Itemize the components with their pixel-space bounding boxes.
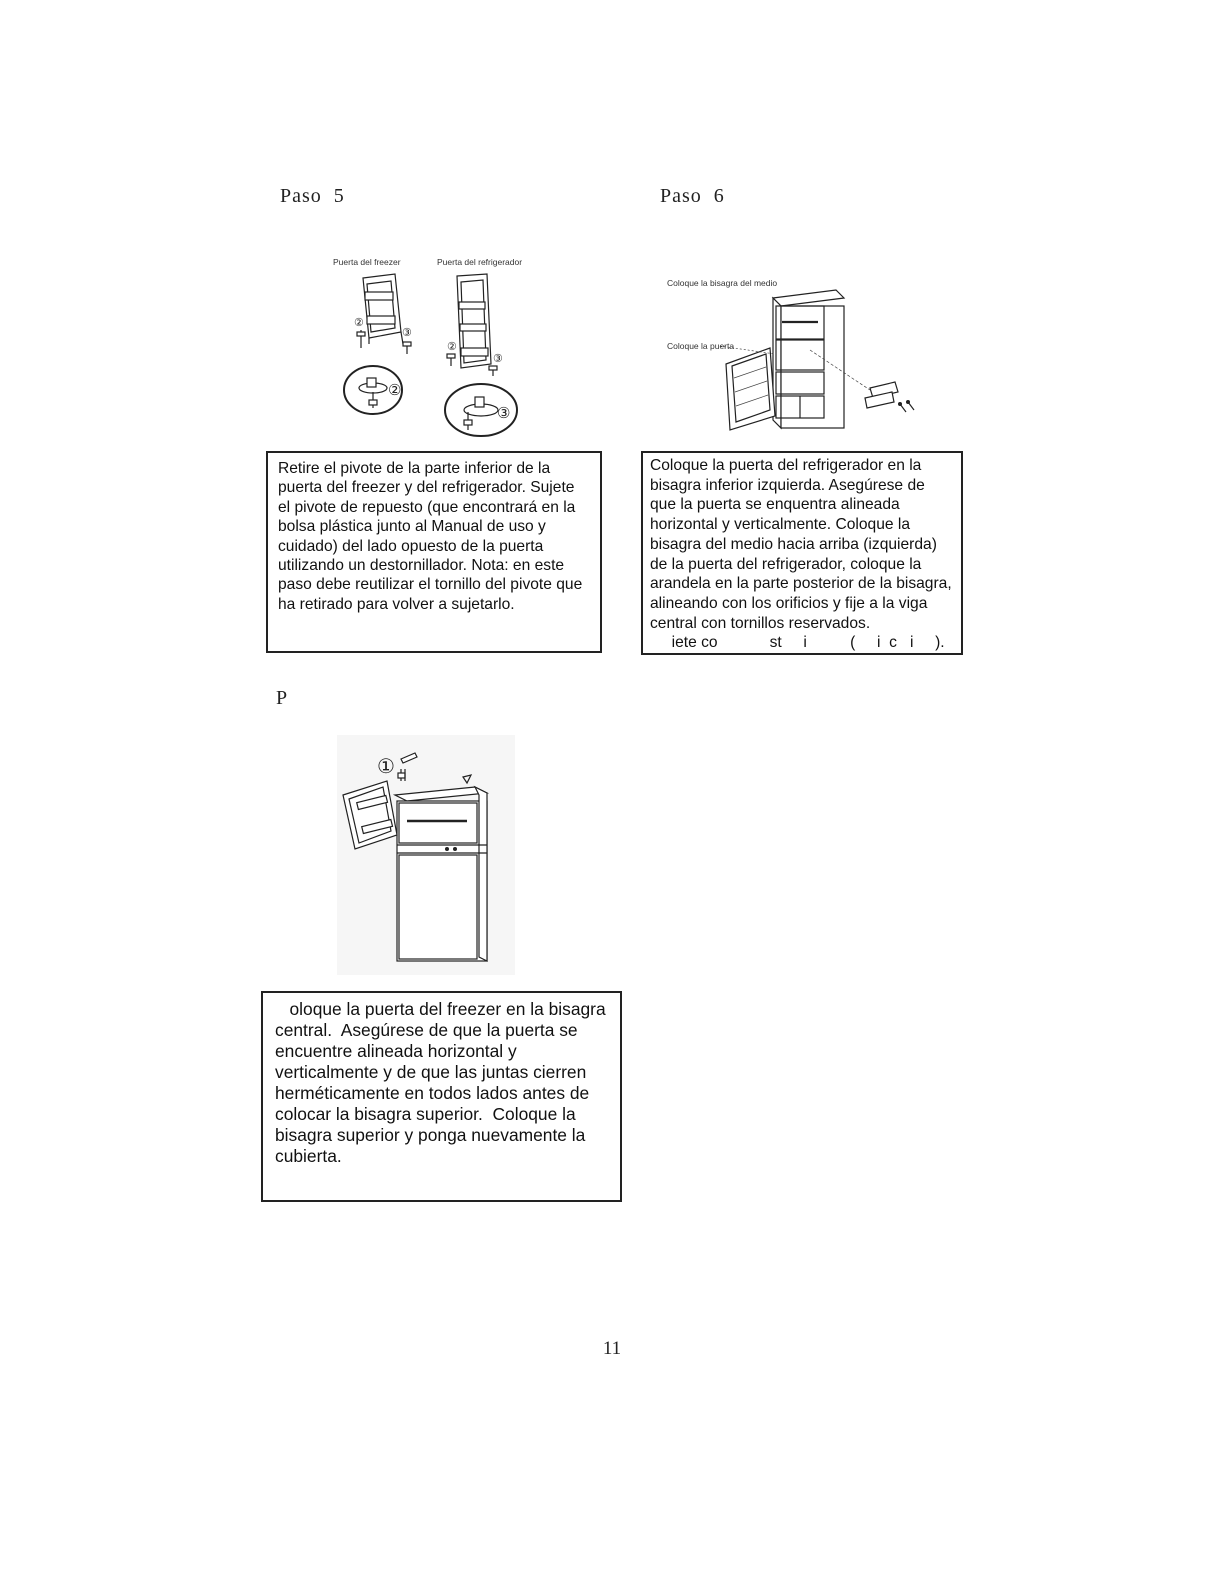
- step7-heading: P: [276, 687, 289, 709]
- step6-instructions-text: Coloque la puerta del refrigerador en la bisagra inferior izquierda. Asegúrese de que la puerta se enquentra alineada horizontal y verticalmente. Coloque la bisagra del medio hacia arriba (izquierda) de la puerta del refrigerador, coloque la arandela en la parte posterior de la bisagra, alineando con los orificios y fije a la viga central con tornillos reservados.: [650, 457, 952, 632]
- caption-door: Coloque la puerta: [667, 341, 735, 351]
- caption-middle-hinge: Coloque la bisagra del medio: [667, 278, 778, 288]
- refrigerator-cabinet-drawing: [773, 290, 844, 428]
- pivot-detail-freezer: [344, 366, 402, 414]
- step7-instructions-text: oloque la puerta del freezer en la bisagra central. Asegúrese de que la puerta se encuentre alineada horizontal y verticalmente y de que las juntas cierren herméticamente en todos lados antes de colocar la bisagra superior. Coloque la bisagra superior y ponga nuevamente la cubierta.: [275, 999, 611, 1166]
- pivot-detail-fridge: [445, 384, 517, 436]
- caption-fridge-door: Puerta del refrigerador: [437, 257, 523, 267]
- step7-instructions-box: [261, 991, 622, 1202]
- step5-heading: Paso 5: [280, 185, 345, 207]
- svg-text:②: ②: [388, 382, 402, 399]
- caption-freezer-door: Puerta del freezer: [333, 257, 401, 267]
- step6-instructions-box: [641, 451, 963, 655]
- step6-instructions-tail: iete co st i ( i c i ).: [650, 634, 945, 652]
- step6-heading: Paso 6: [660, 185, 725, 207]
- step7-illustration: [337, 735, 515, 975]
- marker-2: ②: [354, 317, 364, 329]
- refrigerator-door-drawing: [726, 348, 775, 430]
- step5-instructions-box: [266, 451, 602, 653]
- top-hinge-parts: [398, 753, 471, 783]
- marker-1: ①: [377, 756, 395, 778]
- svg-text:③: ③: [493, 353, 503, 365]
- step6-illustration: [660, 270, 930, 435]
- refrigerator-body-drawing: [395, 787, 487, 961]
- freezer-door-drawing: [343, 781, 397, 849]
- svg-text:②: ②: [447, 341, 457, 353]
- svg-text:③: ③: [497, 405, 511, 422]
- fridge-door-drawing: [457, 274, 491, 368]
- marker-3: ③: [402, 327, 412, 339]
- hinge-parts-drawing: [865, 382, 914, 412]
- freezer-door-drawing: [363, 274, 403, 344]
- step5-illustration: [325, 252, 535, 442]
- step5-instructions-text: Retire el pivote de la parte inferior de la puerta del freezer y del refrigerador. Sujete el pivote de repuesto (que encontrará en la bolsa plástica junto al Manual de uso y cuidado) del lado opuesto de la puerta utilizando un destornillador. Nota: en este paso debe reutilizar el tornillo del pivote que ha retirado para volver a sujetarlo.: [278, 460, 583, 613]
- page-number: 11: [602, 1338, 622, 1359]
